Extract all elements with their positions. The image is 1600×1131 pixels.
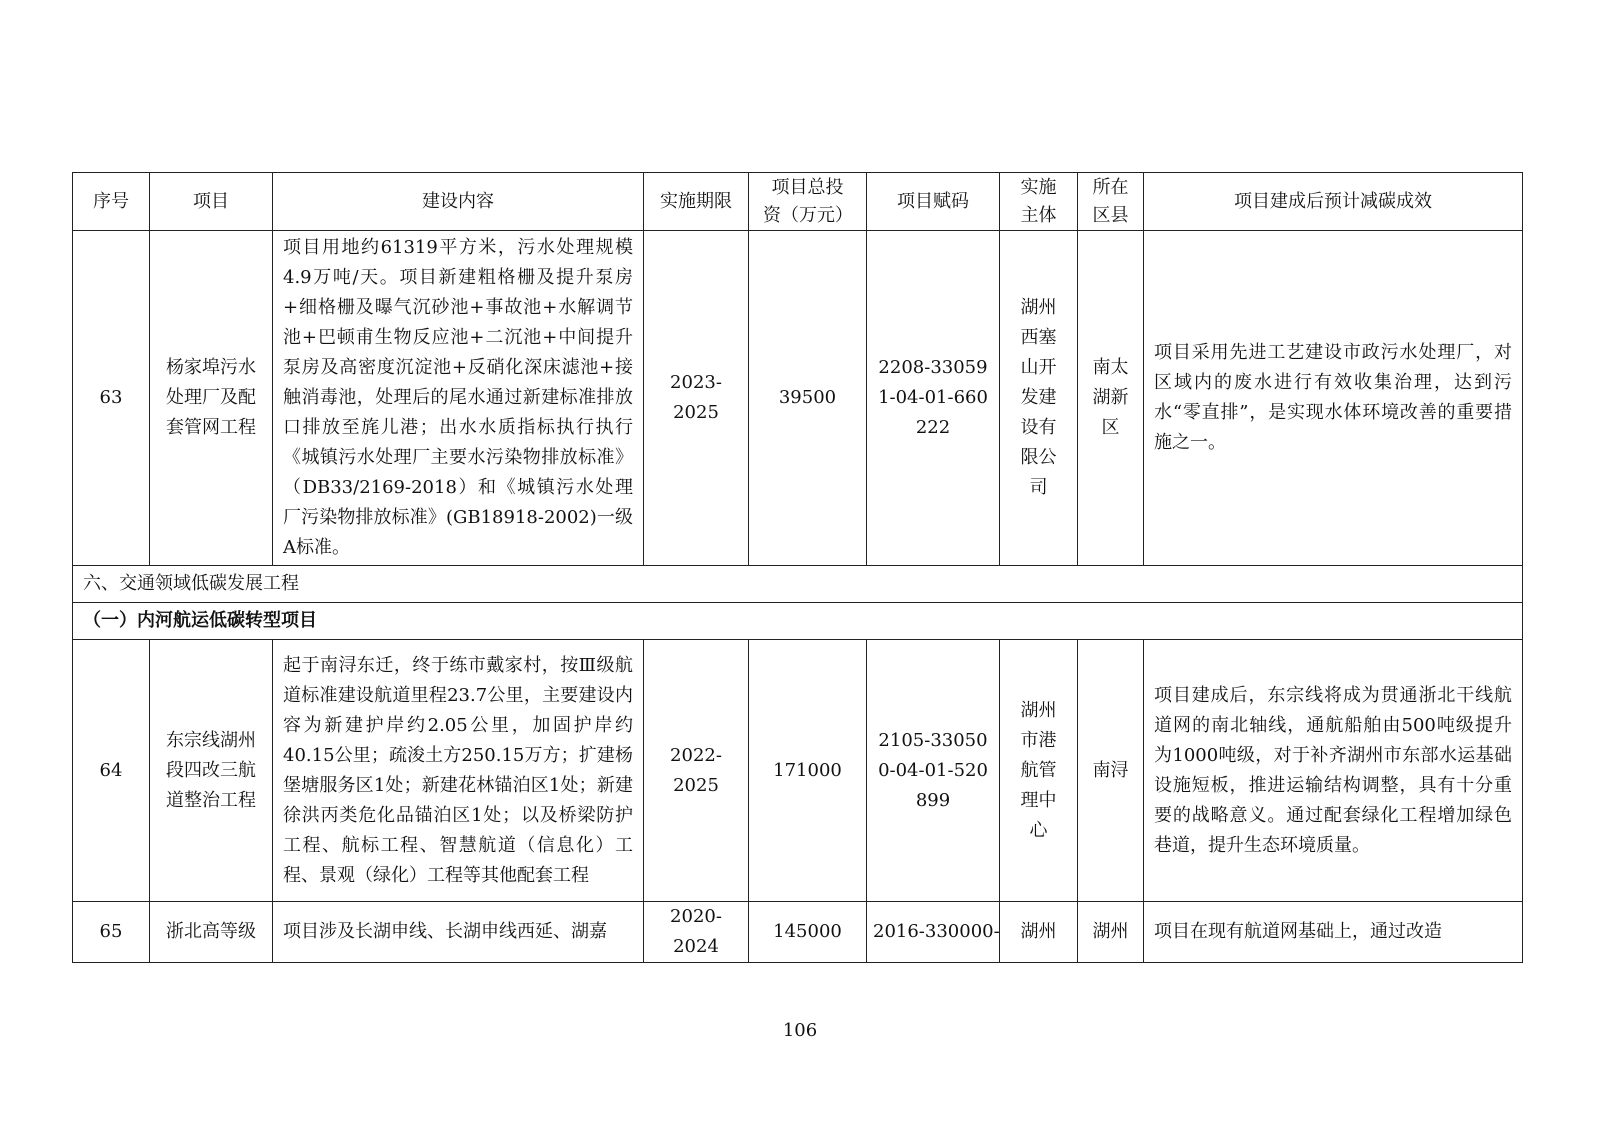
- header-investment: 项目总投资（万元）: [749, 173, 867, 231]
- row65-code: 2016-330000-: [867, 902, 1000, 963]
- row64-effect: 项目建成后，东宗线将成为贯通浙北干线航道网的南北轴线，通航船舶由500吨级提升为1000吨级，对于补齐湖州市东部水运基础设施短板，推进运输结构调整，具有十分重要的战略意义。通过配套绿化工程增加绿色巷道，提升生态环境质量。: [1144, 640, 1523, 902]
- header-district: 所在区县: [1078, 173, 1144, 231]
- row63-project: 杨家埠污水处理厂及配套管网工程: [150, 231, 273, 566]
- row63-period: 2023-2025: [644, 231, 749, 566]
- row64-district: 南浔: [1078, 640, 1144, 902]
- project-table: [72, 172, 1523, 963]
- row63-district: 南太湖新区: [1078, 231, 1144, 566]
- table-row: [73, 902, 1523, 963]
- row63-effect: 项目采用先进工艺建设市政污水处理厂，对区域内的废水进行有效收集治理，达到污水“零直排”，是实现水体环境改善的重要措施之一。: [1144, 231, 1523, 566]
- row65-seq: 65: [73, 902, 150, 963]
- row63-code: 2208-330591-04-01-660222: [867, 231, 1000, 566]
- header-effect: 项目建成后预计减碳成效: [1144, 173, 1523, 231]
- row65-district: 湖州: [1078, 902, 1144, 963]
- section-title: 六、交通领域低碳发展工程: [73, 566, 1523, 603]
- row65-investment: 145000: [749, 902, 867, 963]
- page-number: 106: [782, 1020, 818, 1041]
- header-period: 实施期限: [644, 173, 749, 231]
- subsection-title: （一）内河航运低碳转型项目: [73, 603, 1523, 640]
- row65-content: 项目涉及长湖申线、长湖申线西延、湖嘉: [273, 902, 644, 963]
- subsection-row: [73, 603, 1523, 640]
- header-entity: 实施主体: [1000, 173, 1078, 231]
- row64-period: 2022-2025: [644, 640, 749, 902]
- row63-content: 项目用地约61319平方米，污水处理规模4.9万吨/天。项目新建粗格栅及提升泵房+细格栅及曝气沉砂池+事故池+水解调节池+巴顿甫生物反应池+二沉池+中间提升泵房及高密度沉淀池+反硝化深床滤池+接触消毒池，处理后的尾水通过新建标准排放口排放至旄儿港；出水水质指标执行执行《城镇污水处理厂主要水污染物排放标准》（DB33/2169-2018）和《城镇污水处理厂污染物排放标准》(GB18918-2002)一级A标准。: [273, 231, 644, 566]
- table-row: [73, 231, 1523, 566]
- row64-project: 东宗线湖州段四改三航道整治工程: [150, 640, 273, 902]
- row65-project: 浙北高等级: [150, 902, 273, 963]
- row64-content: 起于南浔东迁，终于练市戴家村，按Ⅲ级航道标准建设航道里程23.7公里，主要建设内容为新建护岸约2.05公里，加固护岸约40.15公里；疏浚土方250.15万方；扩建杨堡塘服务区1处；新建花林锚泊区1处；新建徐洪丙类危化品锚泊区1处；以及桥梁防护工程、航标工程、智慧航道（信息化）工程、景观（绿化）工程等其他配套工程: [273, 640, 644, 902]
- row64-entity: 湖州市港航管理中心: [1000, 640, 1078, 902]
- table-row: [73, 640, 1523, 902]
- row63-investment: 39500: [749, 231, 867, 566]
- row64-investment: 171000: [749, 640, 867, 902]
- row64-code: 2105-330500-04-01-520899: [867, 640, 1000, 902]
- row63-entity: 湖州西塞山开发建设有限公司: [1000, 231, 1078, 566]
- header-row: [73, 173, 1523, 231]
- row63-seq: 63: [73, 231, 150, 566]
- header-content: 建设内容: [273, 173, 644, 231]
- header-seq: 序号: [73, 173, 150, 231]
- row65-effect: 项目在现有航道网基础上，通过改造: [1144, 902, 1523, 963]
- header-code: 项目赋码: [867, 173, 1000, 231]
- header-project: 项目: [150, 173, 273, 231]
- section-row: [73, 566, 1523, 603]
- row65-entity: 湖州: [1000, 902, 1078, 963]
- row64-seq: 64: [73, 640, 150, 902]
- row65-period: 2020-2024: [644, 902, 749, 963]
